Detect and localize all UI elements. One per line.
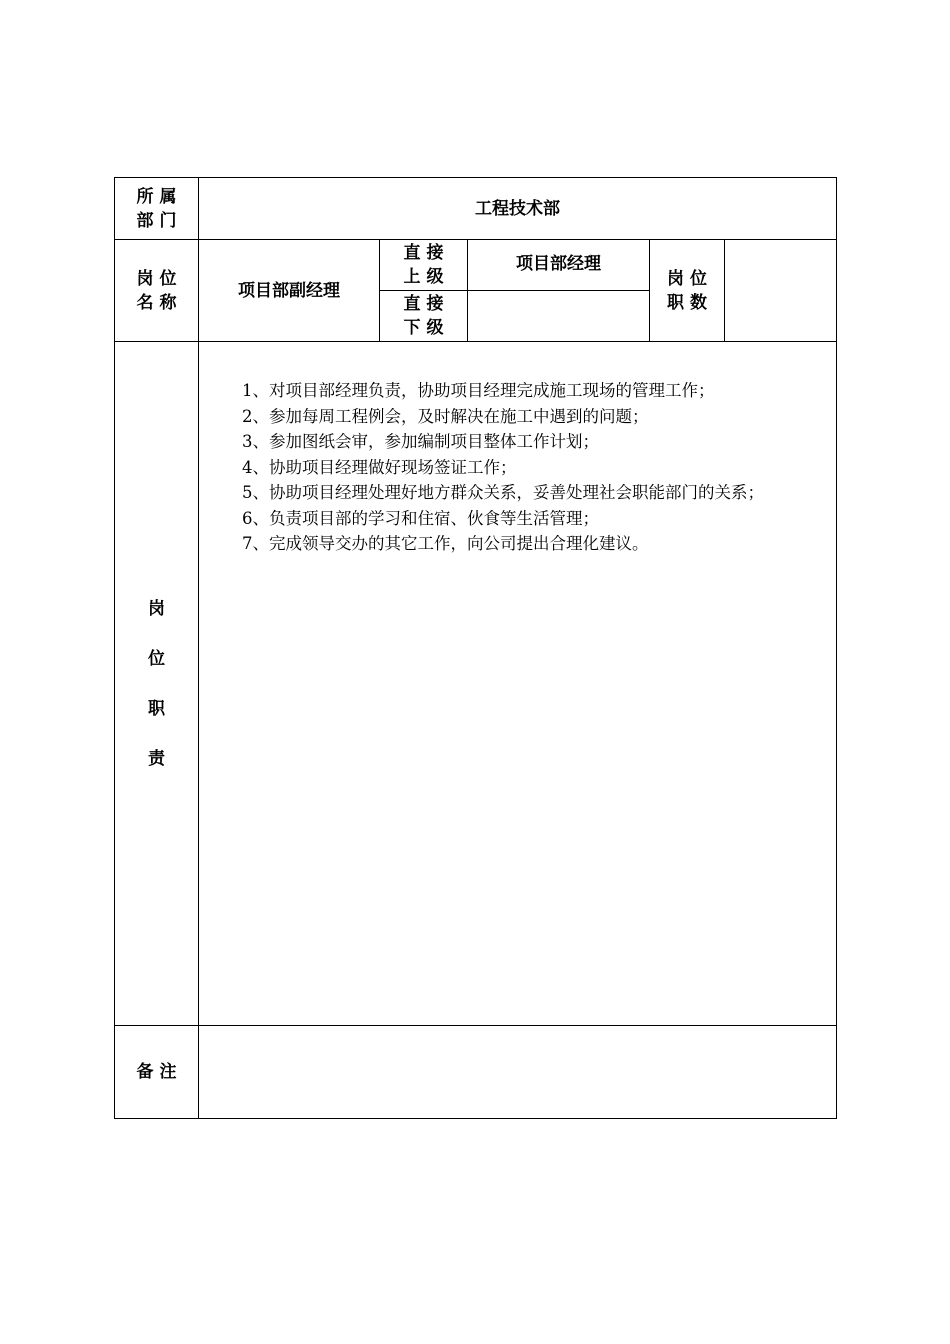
subordinate-label: 直 接 下 级 [380, 291, 468, 342]
remarks-label: 备 注 [115, 1026, 199, 1119]
duties-content [199, 342, 837, 1026]
position-label: 岗 位 名 称 [115, 240, 199, 342]
subordinate-value [468, 291, 650, 342]
duty-item: 2、参加每周工程例会，及时解决在施工中遇到的问题； [242, 406, 649, 426]
position-value: 项目部副经理 [199, 240, 380, 342]
superior-value: 项目部经理 [468, 240, 650, 291]
superior-label: 直 接 上 级 [380, 240, 468, 291]
headcount-value [725, 240, 837, 342]
duty-item: 7、完成领导交办的其它工作，向公司提出合理化建议。 [242, 534, 649, 553]
duty-item: 6、负责项目部的学习和住宿、伙食等生活管理； [242, 508, 599, 528]
duties-label: 岗 位 职 责 [115, 342, 199, 1026]
remarks-value [199, 1026, 837, 1119]
duty-item: 1、对项目部经理负责，协助项目经理完成施工现场的管理工作； [242, 381, 715, 400]
department-value: 工程技术部 [199, 178, 837, 240]
headcount-label: 岗 位 职 数 [650, 240, 725, 342]
job-description-table [114, 177, 837, 1119]
duty-item: 5、协助项目经理处理好地方群众关系，妥善处理社会职能部门的关系； [242, 483, 764, 502]
department-label: 所 属 部 门 [115, 178, 199, 240]
duty-item: 3、参加图纸会审，参加编制项目整体工作计划； [242, 432, 599, 451]
duty-item: 4、协助项目经理做好现场签证工作； [242, 457, 517, 477]
